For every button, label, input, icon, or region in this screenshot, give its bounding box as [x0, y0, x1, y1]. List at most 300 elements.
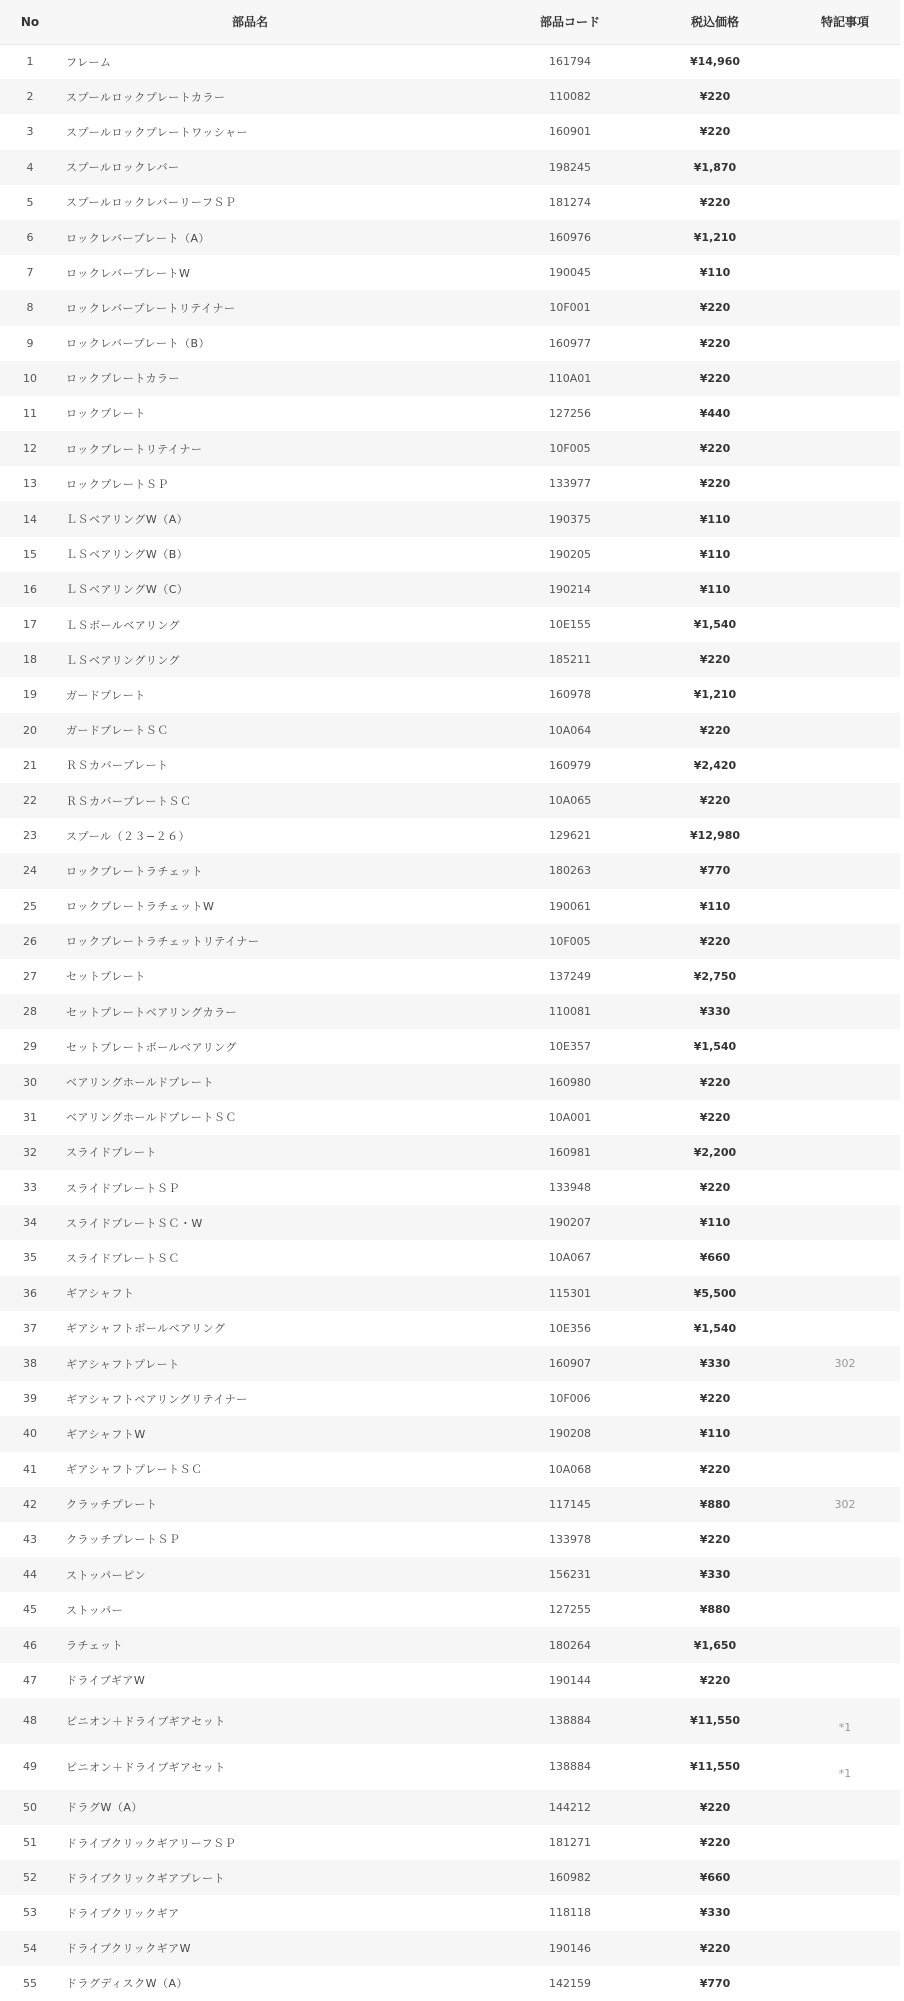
part-name: ロックレバープレートW	[66, 266, 191, 280]
row-number: 14	[23, 512, 37, 526]
table-row	[0, 1860, 900, 1895]
note	[790, 1452, 900, 1487]
table-row	[0, 79, 900, 114]
price: ¥11,550	[689, 1760, 741, 1774]
table-row	[0, 466, 900, 501]
note	[790, 501, 900, 536]
price: ¥880	[699, 1603, 731, 1617]
note	[790, 466, 900, 501]
row-number: 18	[23, 653, 37, 667]
table-row	[0, 713, 900, 748]
table-row	[0, 220, 900, 255]
row-number: 46	[23, 1638, 37, 1652]
table-row	[0, 1064, 900, 1099]
part-code: 160978	[549, 688, 591, 702]
part-name: フレーム	[66, 55, 112, 69]
header-price: 税込価格	[640, 0, 790, 44]
price: ¥220	[699, 371, 731, 385]
note	[790, 431, 900, 466]
note	[790, 1170, 900, 1205]
table-row	[0, 1100, 900, 1135]
part-code: 10A068	[548, 1462, 592, 1476]
table-row	[0, 1592, 900, 1627]
note	[790, 1381, 900, 1416]
row-number: 13	[23, 477, 37, 491]
part-code: 127255	[549, 1603, 591, 1617]
part-name: ＬＳボールベアリング	[66, 618, 181, 632]
row-number: 33	[23, 1181, 37, 1195]
part-code: 190208	[549, 1427, 591, 1441]
part-code: 133948	[549, 1181, 591, 1195]
price: ¥1,540	[693, 1040, 737, 1054]
row-number: 6	[26, 231, 34, 245]
price: ¥5,500	[693, 1286, 737, 1300]
part-name: スライドプレートＳＰ	[66, 1181, 180, 1195]
part-name: ギアシャフトW	[66, 1427, 146, 1441]
part-name: ピニオン＋ドライブギアセット	[66, 1714, 226, 1728]
part-code: 10A065	[548, 794, 592, 808]
price: ¥12,980	[689, 829, 741, 843]
row-number: 42	[23, 1497, 37, 1511]
row-number: 35	[23, 1251, 37, 1265]
note: *1	[838, 1720, 852, 1734]
part-name: ＬＳベアリングW（A）	[66, 513, 189, 527]
note	[790, 114, 900, 149]
row-number: 37	[23, 1321, 37, 1335]
note	[790, 677, 900, 712]
note	[790, 1311, 900, 1346]
row-number: 47	[23, 1673, 37, 1687]
price: ¥770	[699, 864, 731, 878]
table-row	[0, 501, 900, 536]
note	[790, 924, 900, 959]
price: ¥220	[699, 1673, 731, 1687]
price: ¥220	[699, 336, 731, 350]
price: ¥220	[699, 1800, 731, 1814]
row-number: 48	[23, 1714, 37, 1728]
price: ¥220	[699, 1836, 731, 1850]
table-row	[0, 255, 900, 290]
price: ¥220	[699, 442, 731, 456]
price: ¥110	[699, 512, 731, 526]
price: ¥330	[699, 1357, 731, 1371]
table-row	[0, 853, 900, 888]
part-name: ドライブギアW	[66, 1674, 146, 1688]
row-number: 55	[23, 1976, 37, 1990]
row-number: 20	[23, 723, 37, 737]
part-code: 142159	[549, 1976, 591, 1990]
part-code: 10E155	[549, 618, 591, 632]
part-code: 198245	[549, 160, 591, 174]
note	[790, 713, 900, 748]
note	[790, 1860, 900, 1895]
row-number: 2	[26, 90, 34, 104]
part-name: ＬＳベアリングW（B）	[66, 548, 189, 562]
note	[790, 994, 900, 1029]
price: ¥330	[699, 1568, 731, 1582]
part-name: ＲＳカバープレートＳＣ	[66, 794, 192, 808]
table-row	[0, 959, 900, 994]
part-code: 10F001	[549, 301, 591, 315]
part-code: 190144	[549, 1673, 591, 1687]
part-code: 190375	[549, 512, 591, 526]
part-name: ストッパー	[66, 1603, 124, 1617]
note	[790, 361, 900, 396]
part-code: 161794	[549, 55, 591, 69]
row-number: 44	[23, 1568, 37, 1582]
part-code: 110082	[549, 90, 591, 104]
table-row	[0, 677, 900, 712]
part-code: 190045	[549, 266, 591, 280]
note	[790, 290, 900, 325]
price: ¥1,210	[693, 688, 737, 702]
price: ¥110	[699, 1427, 731, 1441]
part-name: ベアリングホールドプレートＳＣ	[66, 1111, 237, 1125]
row-number: 31	[23, 1110, 37, 1124]
note	[790, 818, 900, 853]
table-row	[0, 783, 900, 818]
row-number: 30	[23, 1075, 37, 1089]
part-code: 10E357	[549, 1040, 591, 1054]
part-name: スプール（２３−２６）	[66, 829, 191, 843]
table-row	[0, 1416, 900, 1451]
note	[790, 1135, 900, 1170]
part-code: 110081	[549, 1005, 591, 1019]
part-code: 127256	[549, 406, 591, 420]
part-code: 160980	[549, 1075, 591, 1089]
table-row	[0, 1931, 900, 1966]
part-code: 10F005	[549, 442, 591, 456]
part-name: セットプレート	[66, 970, 146, 984]
part-name: ギアシャフトプレートＳＣ	[66, 1463, 203, 1477]
note	[790, 1240, 900, 1275]
part-name: ロックプレートラチェットW	[66, 900, 215, 914]
note	[790, 44, 900, 79]
price: ¥2,420	[693, 758, 737, 772]
row-number: 17	[23, 618, 37, 632]
part-code: 160907	[549, 1357, 591, 1371]
price: ¥220	[699, 1532, 731, 1546]
table-row	[0, 1487, 900, 1522]
price: ¥220	[699, 794, 731, 808]
part-name: ロックプレートＳＰ	[66, 477, 169, 491]
part-code: 117145	[549, 1497, 591, 1511]
table-row	[0, 1522, 900, 1557]
price: ¥220	[699, 301, 731, 315]
table-row	[0, 537, 900, 572]
table-row	[0, 1240, 900, 1275]
note	[790, 853, 900, 888]
note	[790, 607, 900, 642]
table-row	[0, 1029, 900, 1064]
note	[790, 1895, 900, 1930]
note	[790, 150, 900, 185]
note: 302	[834, 1497, 856, 1511]
part-code: 190205	[549, 547, 591, 561]
price: ¥14,960	[689, 55, 741, 69]
row-number: 7	[26, 266, 34, 280]
row-number: 24	[23, 864, 37, 878]
part-code: 10A001	[548, 1110, 592, 1124]
note	[790, 1522, 900, 1557]
note	[790, 1064, 900, 1099]
row-number: 8	[26, 301, 34, 315]
note	[790, 396, 900, 431]
row-number: 54	[23, 1941, 37, 1955]
table-row	[0, 994, 900, 1029]
part-name: セットプレートベアリングカラー	[66, 1005, 238, 1019]
part-code: 110A01	[548, 371, 592, 385]
header-name: 部品名	[60, 0, 500, 44]
part-name: ロックレバープレートリテイナー	[66, 301, 236, 315]
row-number: 16	[23, 582, 37, 596]
table-row	[0, 326, 900, 361]
note	[790, 1931, 900, 1966]
table-row	[0, 1205, 900, 1240]
note	[790, 1592, 900, 1627]
part-code: 160982	[549, 1871, 591, 1885]
row-number: 21	[23, 758, 37, 772]
part-name: ドライブクリックギア	[66, 1906, 180, 1920]
part-name: ピニオン＋ドライブギアセット	[66, 1760, 226, 1774]
part-name: ギアシャフトベアリングリテイナー	[66, 1392, 248, 1406]
row-number: 45	[23, 1603, 37, 1617]
part-name: ロックプレートカラー	[66, 372, 181, 386]
price: ¥220	[699, 1110, 731, 1124]
note	[790, 1966, 900, 2001]
note	[790, 889, 900, 924]
part-name: ＲＳカバープレート	[66, 759, 169, 773]
price: ¥440	[699, 406, 731, 420]
note	[790, 959, 900, 994]
table-body	[0, 44, 900, 2001]
table-header	[0, 0, 900, 44]
note	[790, 1825, 900, 1860]
note	[790, 1627, 900, 1662]
part-code: 160977	[549, 336, 591, 350]
part-code: 10F006	[549, 1392, 591, 1406]
row-number: 39	[23, 1392, 37, 1406]
price: ¥1,870	[693, 160, 737, 174]
table-row	[0, 1381, 900, 1416]
price: ¥2,200	[693, 1145, 737, 1159]
part-name: ベアリングホールドプレート	[66, 1076, 214, 1090]
note: 302	[834, 1357, 856, 1371]
note	[790, 1557, 900, 1592]
row-number: 9	[26, 336, 34, 350]
price: ¥2,750	[693, 969, 737, 983]
header-note: 特記事項	[790, 0, 900, 44]
price: ¥220	[699, 653, 731, 667]
note	[790, 1663, 900, 1698]
part-code: 160979	[549, 758, 591, 772]
row-number: 49	[23, 1760, 37, 1774]
part-code: 10E356	[549, 1321, 591, 1335]
table-row	[0, 361, 900, 396]
table-row	[0, 1276, 900, 1311]
row-number: 51	[23, 1836, 37, 1850]
note	[790, 572, 900, 607]
price: ¥110	[699, 1216, 731, 1230]
note	[790, 748, 900, 783]
note	[790, 79, 900, 114]
table-row	[0, 1895, 900, 1930]
part-code: 115301	[549, 1286, 591, 1300]
part-name: ラチェット	[66, 1639, 124, 1653]
row-number: 34	[23, 1216, 37, 1230]
part-name: スライドプレートＳＣ・W	[66, 1216, 203, 1230]
price: ¥1,210	[693, 231, 737, 245]
part-code: 160981	[549, 1145, 591, 1159]
table-row	[0, 924, 900, 959]
row-number: 43	[23, 1532, 37, 1546]
part-code: 133977	[549, 477, 591, 491]
price: ¥220	[699, 1181, 731, 1195]
row-number: 4	[26, 160, 34, 174]
part-code: 181271	[549, 1836, 591, 1850]
table-row	[0, 1825, 900, 1860]
part-name: スプールロックプレートカラー	[66, 90, 226, 104]
price: ¥220	[699, 1075, 731, 1089]
row-number: 40	[23, 1427, 37, 1441]
part-name: ストッパーピン	[66, 1568, 147, 1582]
part-name: ドライブクリックギアリーフＳＰ	[66, 1836, 237, 1850]
part-name: ギアシャフト	[66, 1287, 135, 1301]
part-name: ドライブクリックギアプレート	[66, 1871, 226, 1885]
note	[790, 537, 900, 572]
price: ¥11,550	[689, 1714, 741, 1728]
part-code: 185211	[549, 653, 591, 667]
note	[790, 1276, 900, 1311]
table-row	[0, 889, 900, 924]
row-number: 38	[23, 1357, 37, 1371]
part-name: セットプレートボールベアリング	[66, 1040, 237, 1054]
header-no: No	[0, 0, 60, 44]
table-row	[0, 114, 900, 149]
row-number: 3	[26, 125, 34, 139]
part-code: 190061	[549, 899, 591, 913]
row-number: 12	[23, 442, 37, 456]
table-row	[0, 607, 900, 642]
price: ¥330	[699, 1005, 731, 1019]
part-name: クラッチプレートＳＰ	[66, 1533, 181, 1547]
price: ¥220	[699, 477, 731, 491]
table-row	[0, 1311, 900, 1346]
price: ¥220	[699, 90, 731, 104]
row-number: 28	[23, 1005, 37, 1019]
part-name: スライドプレート	[66, 1146, 157, 1160]
table-row	[0, 1966, 900, 2001]
part-code: 180263	[549, 864, 591, 878]
row-number: 5	[26, 195, 34, 209]
part-code: 180264	[549, 1638, 591, 1652]
part-name: ロックプレートラチェット	[66, 864, 204, 878]
part-code: 181274	[549, 195, 591, 209]
table-row	[0, 185, 900, 220]
part-name: ギアシャフトプレート	[66, 1357, 180, 1371]
header-row	[0, 0, 900, 44]
price: ¥220	[699, 1462, 731, 1476]
price: ¥220	[699, 195, 731, 209]
note	[790, 255, 900, 290]
part-name: クラッチプレート	[66, 1498, 158, 1512]
table-row	[0, 290, 900, 325]
part-code: 129621	[549, 829, 591, 843]
table-row	[0, 1627, 900, 1662]
row-number: 1	[26, 55, 34, 69]
part-code: 190214	[549, 582, 591, 596]
part-code: 144212	[549, 1800, 591, 1814]
price: ¥110	[699, 899, 731, 913]
part-name: ドラグディスクW（A）	[66, 1977, 189, 1991]
part-name: スプールロックレバーリーフＳＰ	[66, 196, 237, 210]
price: ¥330	[699, 1906, 731, 1920]
table-row	[0, 572, 900, 607]
part-code: 190146	[549, 1941, 591, 1955]
part-code: 138884	[549, 1760, 591, 1774]
table-row	[0, 150, 900, 185]
note	[790, 1205, 900, 1240]
part-code: 10F005	[549, 934, 591, 948]
note	[790, 326, 900, 361]
table-row	[0, 642, 900, 677]
row-number: 41	[23, 1462, 37, 1476]
note: *1	[838, 1766, 852, 1780]
price: ¥1,540	[693, 618, 737, 632]
part-code: 156231	[549, 1568, 591, 1582]
price: ¥220	[699, 1941, 731, 1955]
row-number: 53	[23, 1906, 37, 1920]
row-number: 10	[23, 371, 37, 385]
part-code: 118118	[549, 1906, 591, 1920]
part-code: 138884	[549, 1714, 591, 1728]
part-name: ロックプレート	[66, 407, 146, 421]
header-code: 部品コード	[500, 0, 640, 44]
price: ¥220	[699, 723, 731, 737]
row-number: 26	[23, 934, 37, 948]
table-row	[0, 1790, 900, 1825]
part-code: 160976	[549, 231, 591, 245]
table-row	[0, 1557, 900, 1592]
row-number: 22	[23, 794, 37, 808]
part-name: ギアシャフトボールベアリング	[66, 1322, 226, 1336]
row-number: 15	[23, 547, 37, 561]
note	[790, 1029, 900, 1064]
price: ¥220	[699, 1392, 731, 1406]
part-code: 160901	[549, 125, 591, 139]
price: ¥660	[699, 1251, 731, 1265]
table-row	[0, 44, 900, 79]
row-number: 25	[23, 899, 37, 913]
table-row	[0, 431, 900, 466]
note	[790, 1790, 900, 1825]
price: ¥110	[699, 266, 731, 280]
part-code: 10A067	[548, 1251, 592, 1265]
part-name: スプールロックレバー	[66, 161, 180, 175]
price: ¥220	[699, 934, 731, 948]
note	[790, 1416, 900, 1451]
price: ¥770	[699, 1976, 731, 1990]
part-name: ロックレバープレート（B）	[66, 337, 211, 351]
table-row	[0, 1452, 900, 1487]
row-number: 32	[23, 1145, 37, 1159]
row-number: 50	[23, 1800, 37, 1814]
note	[790, 220, 900, 255]
note	[790, 185, 900, 220]
row-number: 23	[23, 829, 37, 843]
note	[790, 783, 900, 818]
part-name: ドライブクリックギアW	[66, 1942, 191, 1956]
